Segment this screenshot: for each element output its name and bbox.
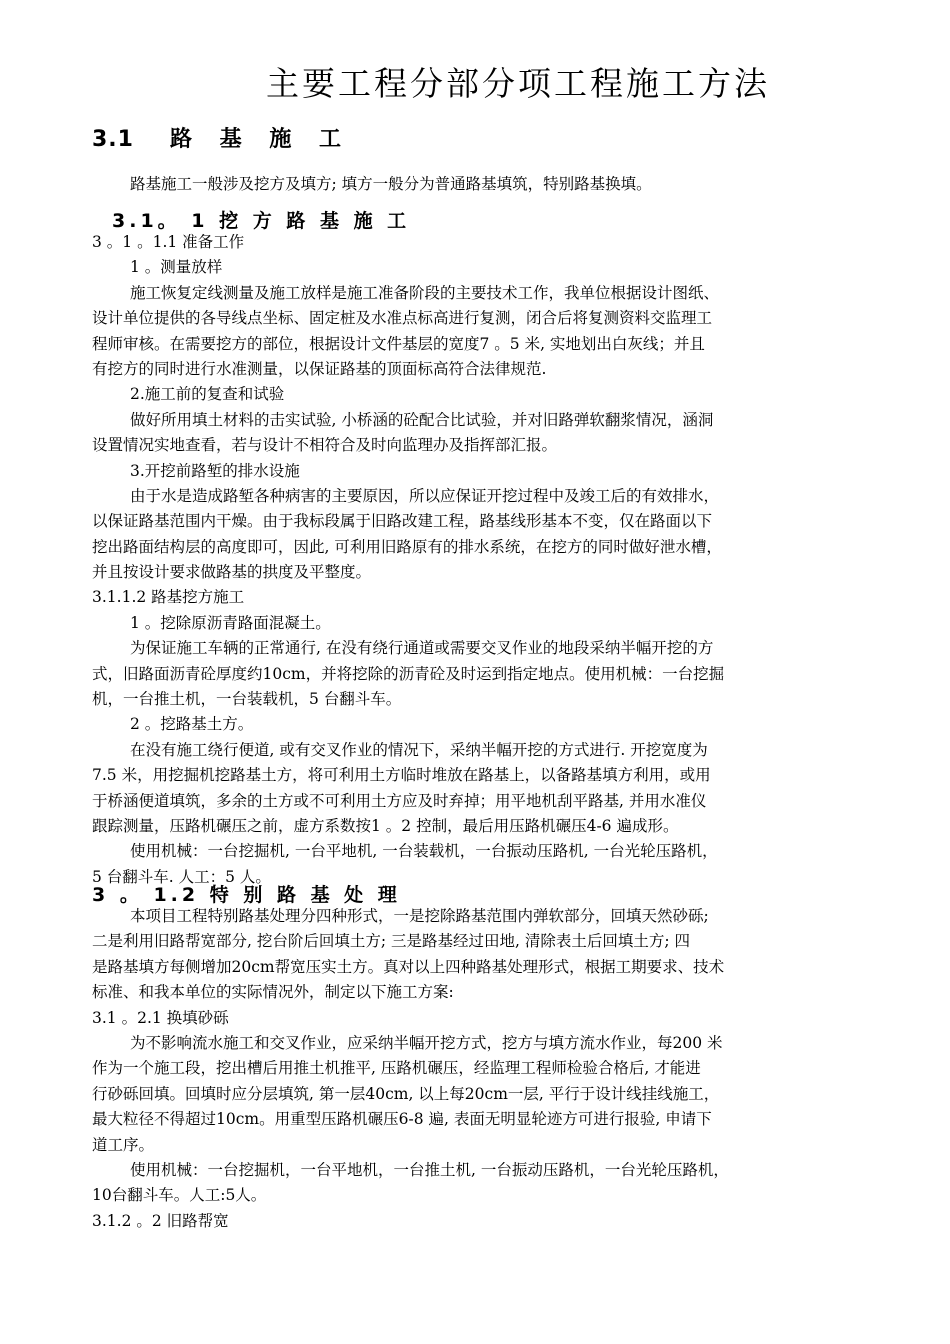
text-line: 使用机械：一台挖掘机, 一台平地机, 一台装载机，一台振动压路机, 一台光轮压路机，: [130, 842, 718, 861]
text-line: 2.施工前的复查和试验: [130, 385, 285, 404]
text-line: 1 。测量放样: [130, 258, 223, 277]
text-line: 二是利用旧路帮宽部分, 挖台阶后回填土方; 三是路基经过田地, 清除表土后回填土方; 四: [92, 932, 691, 951]
section-heading-3-1-1: 3.1。 1 挖 方 路 基 施 工: [112, 210, 411, 232]
text-line: 设计单位提供的各导线点坐标、固定桩及水准点标高进行复测，闭合后将复测资料交监理工: [92, 309, 713, 328]
text-line: 3.1 。2.1 换填砂砾: [92, 1008, 229, 1027]
text-line: 标准、和我本单位的实际情况外，制定以下施工方案:: [92, 983, 454, 1002]
text-line: 施工恢复定线测量及施工放样是施工准备阶段的主要技术工作，我单位根据设计图纸、: [130, 283, 720, 302]
text-line: 设置情况实地查看，若与设计不相符合及时向监理办及指挥部汇报。: [92, 436, 558, 455]
text-line: 机，一台推土机，一台装载机，5 台翻斗车。: [92, 690, 402, 709]
text-line: 3.1.1.2 路基挖方施工: [92, 588, 245, 607]
text-line: 挖出路面结构层的高度即可，因此, 可利用旧路原有的排水系统，在挖方的同时做好泄水槽，: [92, 537, 722, 556]
text-line: 3 。1 。1.1 准备工作: [92, 233, 245, 251]
text-line: 作为一个施工段，挖出槽后用推土机推平, 压路机碾压，经监理工程师检验合格后, 才能进: [92, 1059, 701, 1078]
text-line: 式，旧路面沥青砼厚度约10cm，并将挖除的沥青砼及时运到指定地点。使用机械：一台挖掘: [92, 664, 725, 683]
text-line: 1 。挖除原沥青路面混凝土。: [130, 613, 331, 632]
text-line: 由于水是造成路堑各种病害的主要原因，所以应保证开挖过程中及竣工后的有效排水，: [130, 486, 720, 505]
text-line: 有挖方的同时进行水准测量，以保证路基的顶面标高符合法律规范.: [92, 359, 547, 378]
body-text-block-1: [92, 230, 862, 890]
text-line: 10台翻斗车。人工:5人。: [92, 1186, 267, 1205]
section-title: 路 基 施 工: [170, 127, 351, 152]
text-line: 以保证路基范围内干燥。由于我标段属于旧路改建工程，路基线形基本不变，仅在路面以下: [92, 512, 713, 531]
text-line: 7.5 米，用挖掘机挖路基土方，将可利用土方临时堆放在路基上，以备路基填方利用，或用: [92, 766, 711, 785]
text-line: 道工序。: [92, 1135, 155, 1154]
text-line: 5 台翻斗车. 人工：5 人。: [92, 867, 271, 886]
text-line: 行砂砾回填。回填时应分层填筑, 第一层40cm, 以上每20cm一层, 平行于设计线挂线施工，: [92, 1084, 720, 1103]
text-line: 2 。挖路基土方。: [130, 715, 254, 734]
intro-paragraph: 路基施工一般涉及挖方及填方; 填方一般分为普通路基填筑，特别路基换填。: [130, 175, 652, 193]
section-heading-3-1-2: 3 。 1.2 特 别 路 基 处 理: [92, 884, 401, 906]
body-text-block-2: [92, 904, 862, 1234]
section-heading-3-1: [92, 122, 351, 153]
text-line: 3.开挖前路堑的排水设施: [130, 461, 300, 480]
text-line: 程师审核。在需要挖方的部位，根据设计文件基层的宽度7 。5 米, 实地划出白灰线；并且: [92, 334, 705, 353]
text-line: 为保证施工车辆的正常通行, 在没有绕行通道或需要交叉作业的地段采纳半幅开挖的方: [130, 639, 714, 658]
text-line: 使用机械：一台挖掘机，一台平地机，一台推土机, 一台振动压路机，一台光轮压路机，: [130, 1160, 729, 1179]
text-line: 本项目工程特别路基处理分四种形式，一是挖除路基范围内弹软部分，回填天然砂砾;: [130, 907, 709, 925]
text-line: 在没有施工绕行便道, 或有交叉作业的情况下，采纳半幅开挖的方式进行. 开挖宽度为: [130, 740, 708, 759]
text-line: 跟踪测量，压路机碾压之前，虚方系数按1 。2 控制，最后用压路机碾压4-6 遍成形。: [92, 816, 679, 835]
text-line: 3.1.2 。2 旧路帮宽: [92, 1211, 229, 1230]
document-title: 主要工程分部分项工程施工方法: [266, 64, 770, 103]
text-line: 于桥涵便道填筑，多余的土方或不可利用土方应及时弃掉；用平地机刮平路基, 并用水准仪: [92, 791, 707, 810]
text-line: 是路基填方每侧增加20cm帮宽压实土方。真对以上四种路基处理形式，根据工期要求、技术: [92, 957, 725, 976]
text-line: 并且按设计要求做路基的拱度及平整度。: [92, 563, 372, 582]
text-line: 为不影响流水施工和交叉作业，应采纳半幅开挖方式，挖方与填方流水作业，每200 米: [130, 1033, 723, 1052]
section-number: 3.1: [92, 127, 134, 152]
text-line: 做好所用填土材料的击实试验, 小桥涵的砼配合比试验，并对旧路弹软翻浆情况，涵洞: [130, 410, 714, 429]
text-line: 最大粒径不得超过10cm。用重型压路机碾压6-8 遍, 表面无明显轮迹方可进行报验, 申请下: [92, 1110, 712, 1129]
